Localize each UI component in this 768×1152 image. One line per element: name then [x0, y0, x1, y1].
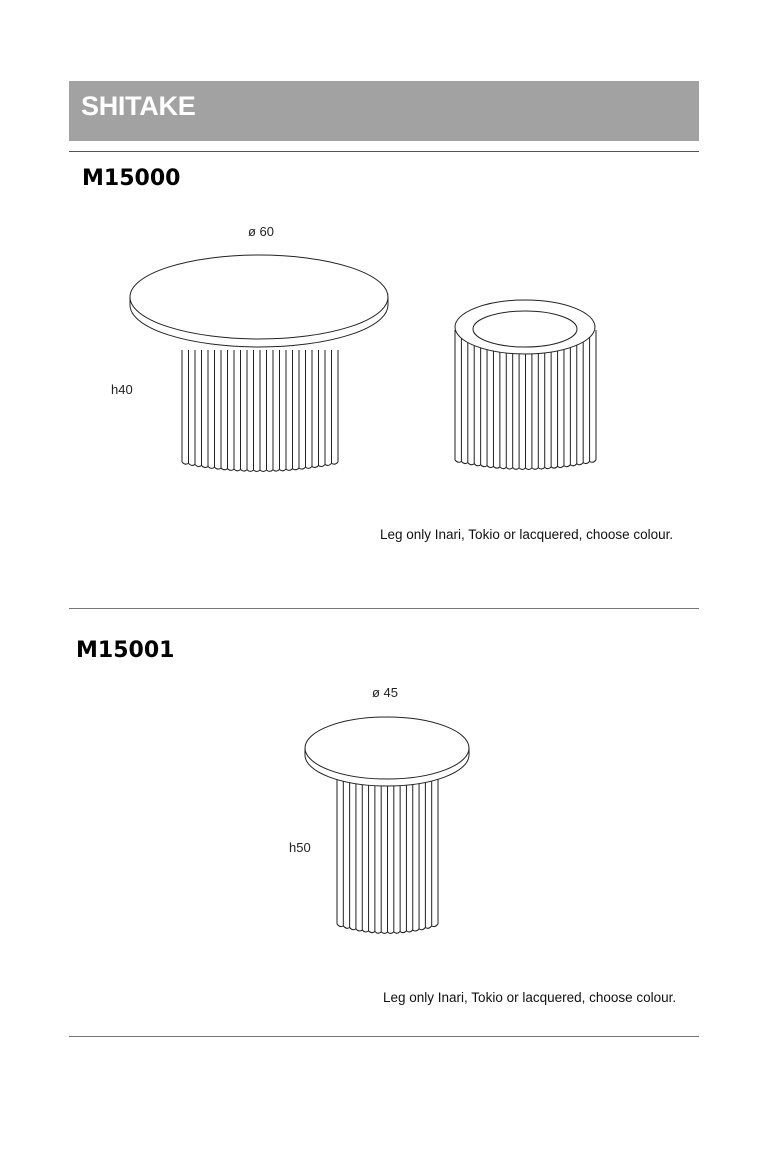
base-rim: [455, 300, 595, 354]
product-code: M15000: [82, 166, 181, 191]
tabletop: [130, 255, 388, 339]
diameter-label: ø 60: [248, 224, 275, 239]
coffee-table-drawing: [130, 255, 388, 471]
diameter-label: ø 45: [372, 685, 399, 700]
leg-note: Leg only Inari, Tokio or lacquered, choose colour.: [380, 527, 674, 542]
height-label: h40: [111, 382, 133, 397]
product-code: M15001: [76, 638, 175, 663]
brand-title: SHITAKE: [81, 91, 196, 121]
side-table-drawing: [305, 717, 469, 933]
fluted-base-drawing: [455, 300, 596, 469]
tabletop: [305, 717, 469, 779]
height-label: h50: [289, 840, 311, 855]
leg-note: Leg only Inari, Tokio or lacquered, choose colour.: [383, 990, 677, 1005]
